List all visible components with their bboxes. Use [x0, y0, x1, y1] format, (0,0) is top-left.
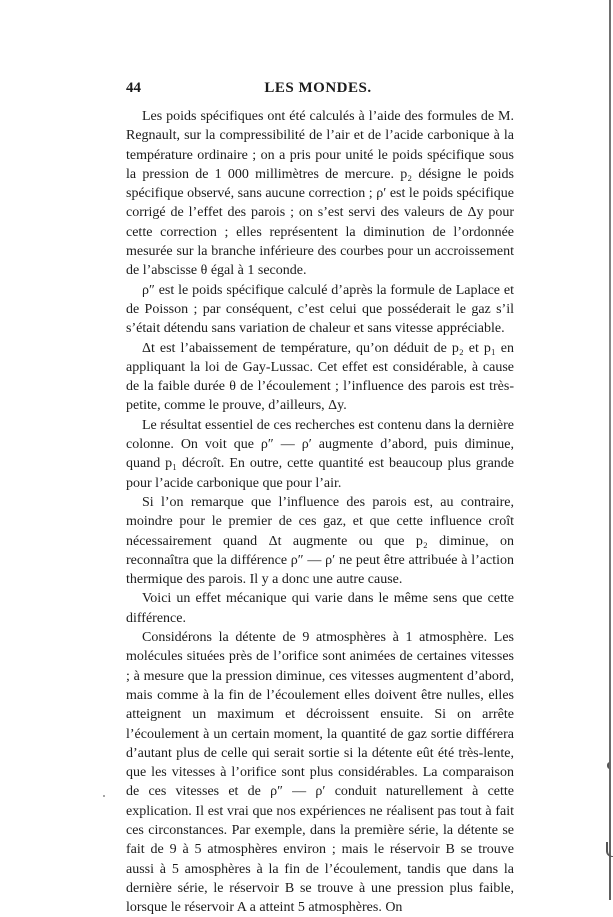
paragraph-temperature-drop: Δt est l’abaissement de température, qu’on déduit de p₂ et p₁ en appliquant la loi de Gay-Lussac. Cet effet est considérable, à cause de la faible durée θ de l’écoulement ; l’influence des parois est très-petite, comme le prouve, d’ailleurs, Δy. — [126, 340, 514, 414]
paragraph-expansion: Considérons la détente de 9 atmosphères à 1 atmosphère. Les molécules situées près de l’orifice sont animées de certaines vitesses ; à mesure que la pression diminue, ces vitesses augmentent d’abord, mais comme à la fin de l’écoulement elles doivent être nulles, elles atteignent un maximum et décroissent ensuite. Si on arrête l’écoulement à un certain moment, la quantité de gaz sortie différera d’autant plus de celle qui serait sortie si la détente eût été très-lente, que les vitesses à l’orifice sont plus considérables. La comparaison de ces vitesses et de ρ″ — ρ′ conduit naturellement à cette explication. Il est vrai que nos expériences ne réalisent pas tout à fait ces circonstances. Par exemple, dans la première série, la détente se fait de 9 à 5 atmosphères environ ; mais le réservoir B se trouve aussi à 5 amosphères à la fin de l’écoulement, tandis que dans la dernière série, le réservoir B se trouve à une pression plus faible, lorsque le réservoir A a atteint 5 atmosphères. On — [126, 630, 514, 916]
paragraph-specific-weights: Les poids spécifiques ont été calculés à l’aide des formules de M. Regnault, sur la compressibilité de l’air et de l’acide carbonique à la température ordinaire ; on a pris pour unité le poids spécifique sous la pression de 1 000 millimètres de mercure. p₂ désigne le poids spécifique observé, sans aucune correction ; ρ′ est le poids spécifique corrigé de l’effet des parois ; on s’est servi des valeurs de Δy pour cette correction ; elles représentent la diminution de l’ordonnée mesurée sur la branche inférieure des courbes pour un accroissement de l’abscisse θ égal à 1 seconde. — [126, 109, 514, 279]
speck — [103, 795, 105, 797]
margin-bracket — [606, 842, 613, 857]
body-text — [126, 107, 514, 917]
paragraph-wall-influence: Si l’on remarque que l’influence des parois est, au contraire, moindre pour le premier de ces gaz, et que cette influence croît nécessairement quand Δt augmente ou que p₂ diminue, on reconnaîtra que la différence ρ″ — ρ′ ne peut être attribuée à l’action thermique des parois. Il y a donc une autre cause. — [126, 494, 514, 588]
margin-mark — [607, 762, 613, 769]
paragraph-laplace-poisson: ρ″ est le poids spécifique calculé d’après la formule de Laplace et de Poisson ; par conséquent, c’est celui que posséderait le gaz s’il s’était détendu sans variation de chaleur et sans vitesse appréciable. — [126, 282, 514, 337]
running-title: LES MONDES. — [264, 80, 372, 96]
page-header — [122, 80, 514, 102]
paragraph-essential-result: Le résultat essentiel de ces recherches est contenu dans la dernière colonne. On voit que ρ″ — ρ′ augmente d’abord, puis diminue, quand p₁ décroît. En outre, cette quantité est beaucoup plus grande pour l’acide carbonique que pour l’air. — [126, 417, 514, 491]
page-number: 44 — [126, 80, 141, 96]
paragraph-mechanical-effect: Voici un effet mécanique qui varie dans le même sens que cette différence. — [126, 591, 514, 626]
